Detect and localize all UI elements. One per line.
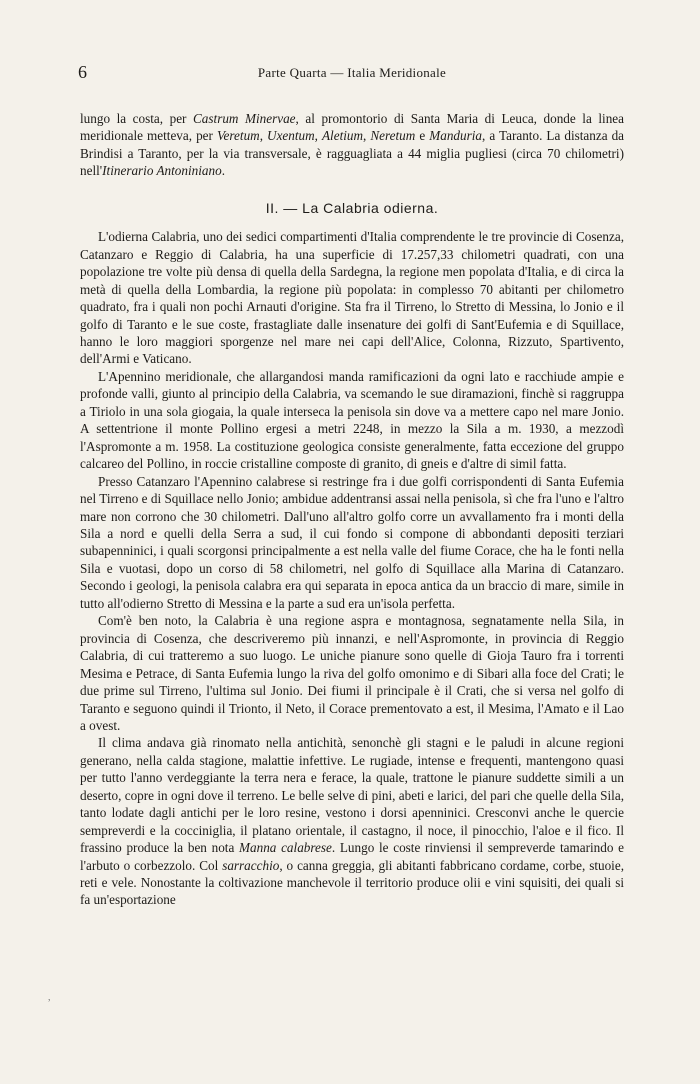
intro-italic-7: Itinerario Antoniniano bbox=[102, 163, 222, 179]
intro-text-2: , al promontorio di Santa Maria di Leuca, donde la linea meridionale metteva, per bbox=[80, 111, 625, 144]
section-title: II. — La Calabria odierna. bbox=[265, 199, 439, 216]
intro-text-6: e bbox=[415, 128, 430, 144]
page-header bbox=[72, 62, 632, 84]
climate-italic-manna: Manna calabrese bbox=[239, 840, 332, 856]
intro-italic-2: Veretum bbox=[216, 128, 260, 144]
paragraph-overview: L'odierna Calabria, uno dei sedici compartimenti d'Italia comprendente le tre provincie di Cosenza, Catanzaro e Reggio di Calabria, ha una superficie di 17.257,33 chilometri quadrati, con una popolazione tre volte più densa di quella della Sardegna, la regione men popolata d'Italia, e di circa la metà di quella della Lombardia, la regione più popolata: in complesso 70 abitanti per chilometro quadrato, fra i quali non pochi Arnauti d'origine. Sta fra il Tirreno, lo Stretto di Messina, lo Jonio e il golfo di Taranto e le sue coste, frastagliate dalle insenature dei golfi di Sant'Eufemia e di Squillace, hanno le loro maggiori sporgenze nel mare nei capi dell'Alice, Colonna, Rizzuto, Spartivento, dell'Armi e Vaticano. bbox=[80, 229, 624, 367]
climate-text-3: , o canna greggia, gli abitanti fabbricano cordame, corbe, stuoie, reti e vele. Nonostante la coltivazione manchevole il territorio produce olii e vini squisiti, dei quali si fa un'esportazione bbox=[80, 857, 624, 908]
paragraph-apennines: L'Apennino meridionale, che allargandosi manda ramificazioni da ogni lato e racchiude ampie e profonde valli, giunto al principio della Calabria, va scemando le sue diramazioni, finchè si raggruppa a Tiriolo in una sola giogaia, la quale interseca la penisola sin dove va a mettere capo nel mare Jonio. A settentrione il monte Pollino ergesi a metri 2248, in mezzo la Sila a m. 1930, a mezzodì l'Aspromonte a m. 1958. La costituzione geologica consiste generalmente, fatta eccezione del gruppo calcareo del Pollino, in roccie cristalline composte di granito, di gneis e d'altre di simil fatta. bbox=[80, 368, 624, 472]
intro-italic-6: Manduria bbox=[429, 128, 482, 144]
climate-italic-sarracchio: sarracchio bbox=[222, 857, 280, 873]
running-title: Parte Quarta — Italia Meridionale bbox=[257, 65, 447, 80]
intro-text-8: . bbox=[221, 163, 225, 179]
intro-text-7: , a Taranto. La distanza da Brindisi a Taranto, per la via transversale, è ragguagliata a 44 miglia pugliesi (circa 70 chilometri) nell' bbox=[80, 128, 625, 179]
paragraph-climate-flora bbox=[80, 734, 624, 909]
intro-italic-4: Aletium bbox=[322, 128, 364, 144]
intro-text-3: , bbox=[259, 128, 268, 144]
intro-italic-3: Uxentum bbox=[267, 128, 315, 144]
intro-paragraph bbox=[80, 110, 624, 180]
stray-print-mark: , bbox=[48, 992, 51, 1003]
intro-text-5: , bbox=[363, 128, 371, 144]
page-body bbox=[80, 110, 624, 909]
climate-text-1: Il clima andava già rinomato nella antichità, senonchè gli stagni e le paludi in alcune regioni generano, nella calda stagione, malattie infettive. Le rugiade, intense e frequenti, mantengono quasi per tutto l'anno verdeggiante la terra nera e ferace, la quale, trattone le pianure suddette simili a un deserto, copre in ogni dove il terreno. Le belle selve di pini, abeti e larici, del pari che quelle della Sila, tanto lodate dagli antichi per le loro resine, vestono i dorsi apenninici. Cresconvi anche le quercie sempreverdi e la cocciniglia, il platano orientale, il castagno, il noce, il pinocchio, l'aloe e il fico. Il frassino produce la ben nota bbox=[80, 735, 624, 856]
intro-italic-5: Neretum bbox=[370, 128, 416, 144]
intro-text-4: , bbox=[314, 128, 322, 144]
paragraph-catanzaro-isthmus: Presso Catanzaro l'Apennino calabrese si restringe fra i due golfi corrispondenti di Santa Eufemia nel Tirreno e di Squillace nello Jonio; ambidue addentransi assai nella penisola, sì che fra l'uno e l'altro mare non corrono che 30 chilometri. Dall'uno all'altro golfo corre un avvallamento fra i monti della Sila a nord e quelli della Serra a sud, il cui fondo si compone di abbondanti depositi terziari subapenninici, i quali scorgonsi principalmente a est nella valle del fiume Corace, che ha le fonti nella Sila e vuotasi, dopo un corso di 58 chilometri, nel golfo di Squillace alla Marina di Catanzaro. Secondo i geologi, la penisola calabra era qui separata in epoca antica da un braccio di mare, simile in tutto all'odierno Stretto di Messina e la parte a sud era un'isola perfetta. bbox=[80, 473, 624, 611]
intro-italic-1: Castrum Minervae bbox=[193, 111, 296, 126]
climate-text-2: . Lungo le coste rinviensi il sempreverde tamarindo e l'arbuto o corbezzolo. Col bbox=[80, 840, 624, 873]
page-number: 6 bbox=[78, 62, 87, 82]
intro-text-1: lungo la costa, per bbox=[80, 111, 194, 126]
paragraph-plains-rivers: Com'è ben noto, la Calabria è una regione aspra e montagnosa, segnatamente nella Sila, in provincia di Cosenza, che descriveremo più innanzi, e nell'Aspromonte, in provincia di Reggio Calabria, di cui tratteremo a suo luogo. Le uniche pianure sono quelle di Gioja Tauro fra i torrenti Mesima e Petrace, di Santa Eufemia lungo la riva del golfo omonimo e di Sibari alla foce del Crati; le due prime sul Tirreno, l'ultima sul Jonio. Dei fiumi il principale è il Crati, che si versa nel golfo di Taranto e seguono quindi il Trionto, il Neto, il Corace prementovato a est, il Mesima, l'Amato e il Lao a ovest. bbox=[80, 613, 624, 733]
